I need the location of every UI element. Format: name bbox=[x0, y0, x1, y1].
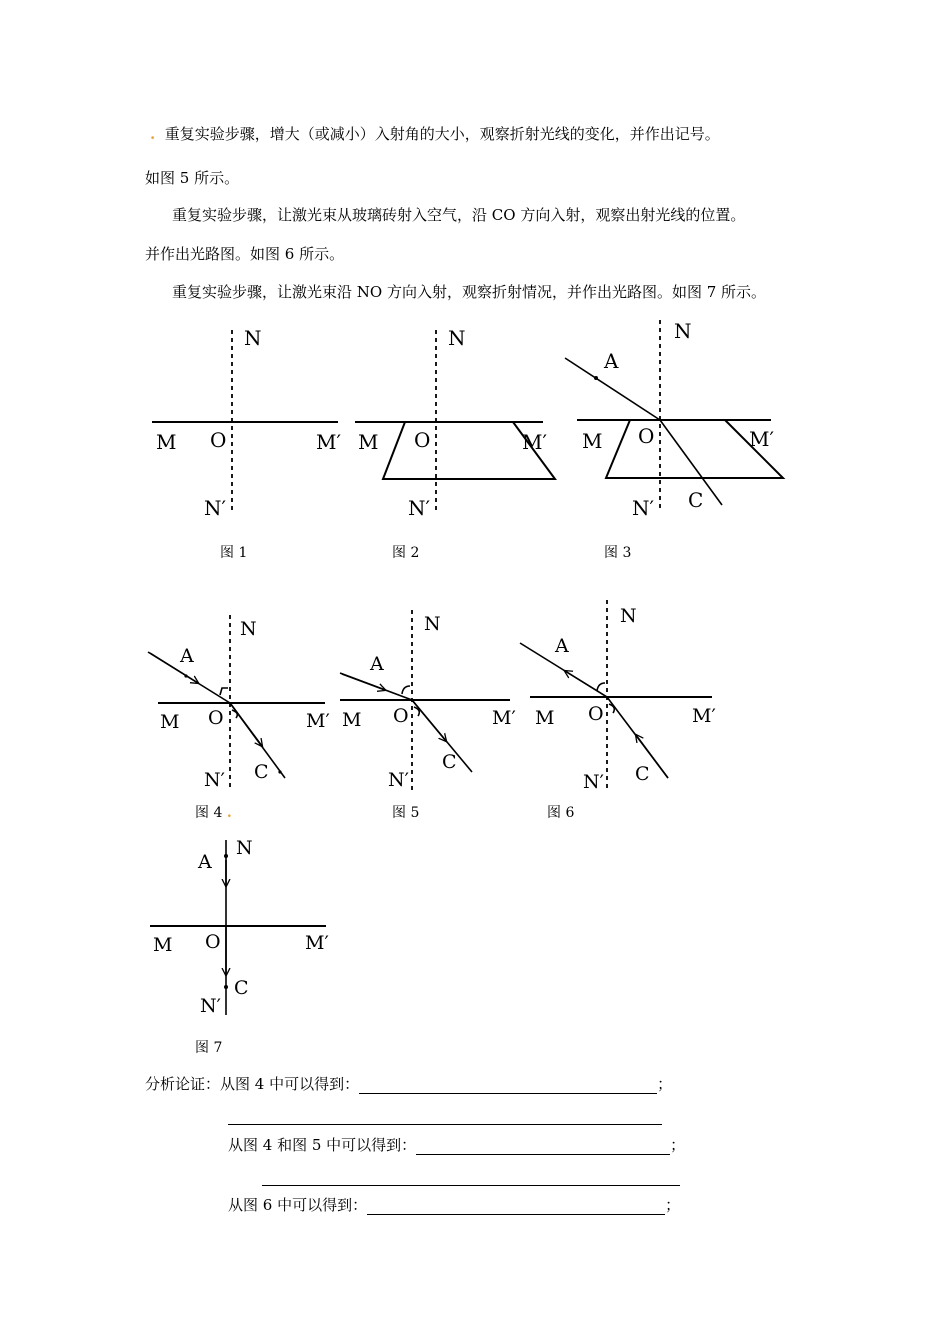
label-m-prime: M′ bbox=[316, 430, 342, 454]
label-n: N bbox=[244, 326, 262, 350]
label-n-prime: N′ bbox=[583, 771, 604, 793]
label-o: O bbox=[414, 428, 431, 452]
label-c: C bbox=[254, 761, 269, 783]
caption-fig-3: 图 3 bbox=[604, 545, 632, 561]
label-m: M bbox=[153, 934, 173, 956]
label-o: O bbox=[588, 703, 604, 725]
figure-5 bbox=[340, 610, 510, 790]
label-m-prime: M′ bbox=[692, 705, 716, 727]
analysis-q2-text: 从图 4 和图 5 中可以得到： bbox=[228, 1136, 417, 1154]
label-n: N bbox=[236, 837, 253, 859]
label-n: N bbox=[620, 605, 637, 627]
label-a: A bbox=[555, 635, 569, 657]
paragraph-1-line-1: 重复实验步骤，增大（或减小）入射角的大小，观察折射光线的变化，并作出记号。 bbox=[164, 125, 720, 143]
label-m-prime: M′ bbox=[492, 707, 516, 729]
analysis-q3-text: 从图 6 中可以得到： bbox=[228, 1196, 368, 1214]
label-n-prime: N′ bbox=[388, 769, 409, 791]
label-o: O bbox=[208, 707, 224, 729]
label-o: O bbox=[210, 428, 227, 452]
end-mark: ； bbox=[657, 1075, 673, 1093]
caption-fig-7: 图 7 bbox=[195, 1040, 223, 1056]
label-o: O bbox=[638, 424, 655, 448]
label-n-prime: N′ bbox=[204, 769, 225, 791]
label-n: N bbox=[448, 326, 466, 350]
label-a: A bbox=[370, 653, 384, 675]
figure-2 bbox=[355, 330, 555, 512]
marker-dot: . bbox=[150, 125, 156, 143]
label-c: C bbox=[442, 751, 457, 773]
label-n: N bbox=[240, 618, 257, 640]
label-m: M bbox=[156, 430, 177, 454]
analysis-q1-text: 从图 4 中可以得到： bbox=[220, 1075, 360, 1093]
answer-blank-2[interactable] bbox=[416, 1138, 670, 1155]
point-a bbox=[594, 376, 598, 380]
paragraph-3-line-1: 重复实验步骤，让激光束沿 NO 方向入射，观察折射情况，并作出光路图。如图 7 所示。 bbox=[172, 283, 767, 301]
analysis-q3 bbox=[228, 1194, 680, 1215]
caption-fig-1: 图 1 bbox=[220, 545, 248, 561]
label-a: A bbox=[604, 349, 619, 373]
point-c bbox=[224, 985, 228, 989]
paragraph-1-line-2: 如图 5 所示。 bbox=[145, 169, 240, 187]
label-n-prime: N′ bbox=[204, 496, 227, 520]
label-a: A bbox=[180, 645, 194, 667]
marker-dot: . bbox=[226, 805, 232, 821]
label-m: M bbox=[160, 711, 180, 733]
analysis-prefix: 分析论证： bbox=[145, 1075, 221, 1093]
label-m-prime: M′ bbox=[306, 710, 330, 732]
label-o: O bbox=[393, 705, 409, 727]
answer-line-2b[interactable] bbox=[262, 1185, 680, 1186]
label-m-prime: M′ bbox=[305, 932, 329, 954]
angle-arc bbox=[597, 683, 605, 691]
label-n-prime: N′ bbox=[632, 496, 655, 520]
label-m: M bbox=[582, 429, 603, 453]
angle-arc bbox=[220, 688, 228, 695]
caption-fig-2: 图 2 bbox=[392, 545, 420, 561]
angle-arc bbox=[402, 686, 410, 694]
answer-blank-3[interactable] bbox=[367, 1198, 665, 1215]
point-a bbox=[224, 854, 228, 858]
label-n-prime: N′ bbox=[200, 995, 221, 1017]
caption-fig-5: 图 5 bbox=[392, 805, 420, 821]
caption-fig-4: 图 4 . bbox=[195, 805, 232, 821]
caption-fig-6: 图 6 bbox=[547, 805, 575, 821]
label-c: C bbox=[688, 488, 704, 512]
label-n: N bbox=[424, 613, 441, 635]
analysis-q2 bbox=[228, 1134, 685, 1155]
label-m-prime: M′ bbox=[749, 427, 775, 451]
answer-blank-1[interactable] bbox=[359, 1077, 657, 1094]
paragraph-2-line-1: 重复实验步骤，让激光束从玻璃砖射入空气，沿 CO 方向入射，观察出射光线的位置。 bbox=[172, 206, 746, 224]
figure-6 bbox=[520, 600, 712, 790]
label-m: M bbox=[342, 709, 362, 731]
figure-1 bbox=[152, 330, 338, 512]
label-n-prime: N′ bbox=[408, 496, 431, 520]
label-m-prime: M′ bbox=[522, 430, 548, 454]
label-c: C bbox=[234, 977, 249, 999]
answer-line-1b[interactable] bbox=[228, 1124, 662, 1125]
label-c: C bbox=[635, 763, 650, 785]
analysis-q1 bbox=[145, 1073, 672, 1094]
label-o: O bbox=[205, 931, 221, 953]
end-mark: ； bbox=[670, 1136, 686, 1154]
figure-3 bbox=[565, 320, 783, 510]
label-m: M bbox=[358, 430, 379, 454]
label-a: A bbox=[198, 851, 212, 873]
paragraph-2-line-2: 并作出光路图。如图 6 所示。 bbox=[145, 245, 345, 263]
end-mark: ； bbox=[665, 1196, 681, 1214]
label-m: M bbox=[535, 707, 555, 729]
label-n: N bbox=[674, 319, 692, 343]
figure-4 bbox=[148, 615, 325, 790]
